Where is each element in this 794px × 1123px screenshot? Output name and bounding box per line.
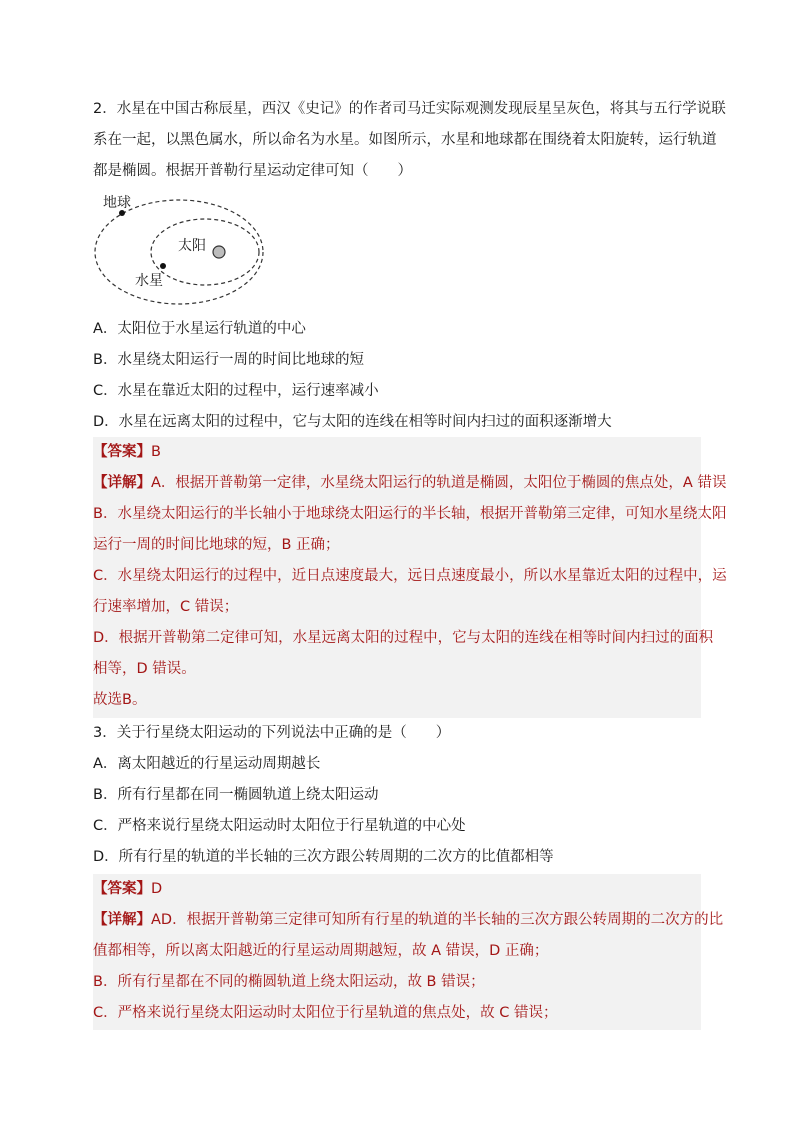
question-3 [93, 718, 554, 873]
sun-marker [213, 246, 225, 258]
option-b: B．水星绕太阳运行一周的时间比地球的短 [93, 352, 364, 368]
detail-line: 相等，D 错误。 [93, 661, 196, 677]
detail-line: B．所有行星都在不同的椭圆轨道上绕太阳运动，故 B 错误； [93, 974, 485, 990]
option-c: C．严格来说行星绕太阳运动时太阳位于行星轨道的中心处 [93, 818, 466, 834]
mercury-dot [160, 263, 166, 269]
sun-label: 太阳 [178, 238, 206, 254]
option-a: A．太阳位于水星运行轨道的中心 [93, 321, 306, 337]
detail-text: A．根据开普勒第一定律，水星绕太阳运行的轨道是椭圆，太阳位于椭圆的焦点处，A 错误 [151, 475, 727, 491]
option-d: D．所有行星的轨道的半长轴的三次方跟公转周期的二次方的比值都相等 [93, 849, 554, 865]
question-2-options [93, 314, 612, 438]
option-a: A．离太阳越近的行星运动周期越长 [93, 756, 321, 772]
orbit-diagram [93, 188, 273, 306]
detail-text: AD．根据开普勒第三定律可知所有行星的轨道的半长轴的三次方跟公转周期的二次方的比 [151, 912, 724, 928]
answer-value: D [151, 881, 163, 897]
answer-value: B [151, 444, 161, 460]
detail-tag: 【详解】 [93, 475, 151, 491]
detail-line: 故选B。 [93, 692, 147, 708]
answer-tag: 【答案】 [93, 444, 151, 460]
detail-line: C．水星绕太阳运行的过程中，近日点速度最大，远日点速度最小，所以水星靠近太阳的过程中，运 [93, 568, 727, 584]
question-3-answer-block [93, 874, 724, 1030]
detail-line: 运行一周的时间比地球的短，B 正确； [93, 537, 340, 553]
stem-line: 2．水星在中国古称辰星，西汉《史记》的作者司马迁实际观测发现辰星呈灰色，将其与五行学说联 [93, 101, 726, 117]
detail-line: 行速率增加，C 错误； [93, 599, 239, 615]
option-d: D．水星在远离太阳的过程中，它与太阳的连线在相等时间内扫过的面积逐渐增大 [93, 414, 612, 430]
detail-line: C．严格来说行星绕太阳运动时太阳位于行星轨道的焦点处，故 C 错误； [93, 1005, 558, 1021]
orbit-svg [93, 188, 273, 306]
earth-label: 地球 [103, 195, 131, 211]
detail-tag: 【详解】 [93, 912, 151, 928]
mercury-label: 水星 [135, 273, 163, 289]
answer-line [93, 437, 701, 468]
detail-line [93, 905, 724, 936]
stem-line: 系在一起，以黑色属水，所以命名为水星。如图所示，水星和地球都在围绕着太阳旋转，运行轨道 [93, 132, 717, 148]
question-2-stem [93, 94, 726, 187]
detail-line: B．水星绕太阳运行的半长轴小于地球绕太阳运行的半长轴，根据开普勒第三定律，可知水星绕太阳 [93, 506, 727, 522]
question-3-stem: 3．关于行星绕太阳运动的下列说法中正确的是（ ） [93, 725, 451, 741]
detail-line: 值都相等，所以离太阳越近的行星运动周期越短，故 A 错误，D 正确； [93, 943, 549, 959]
stem-line: 都是椭圆。根据开普勒行星运动定律可知（ ） [93, 163, 412, 179]
option-c: C．水星在靠近太阳的过程中，运行速率减小 [93, 383, 379, 399]
detail-line [93, 468, 727, 499]
question-2-answer-block [93, 437, 727, 718]
option-b: B．所有行星都在同一椭圆轨道上绕太阳运动 [93, 787, 379, 803]
answer-line [93, 874, 701, 905]
detail-line: D．根据开普勒第二定律可知，水星远离太阳的过程中，它与太阳的连线在相等时间内扫过的面积 [93, 630, 714, 646]
answer-tag: 【答案】 [93, 881, 151, 897]
